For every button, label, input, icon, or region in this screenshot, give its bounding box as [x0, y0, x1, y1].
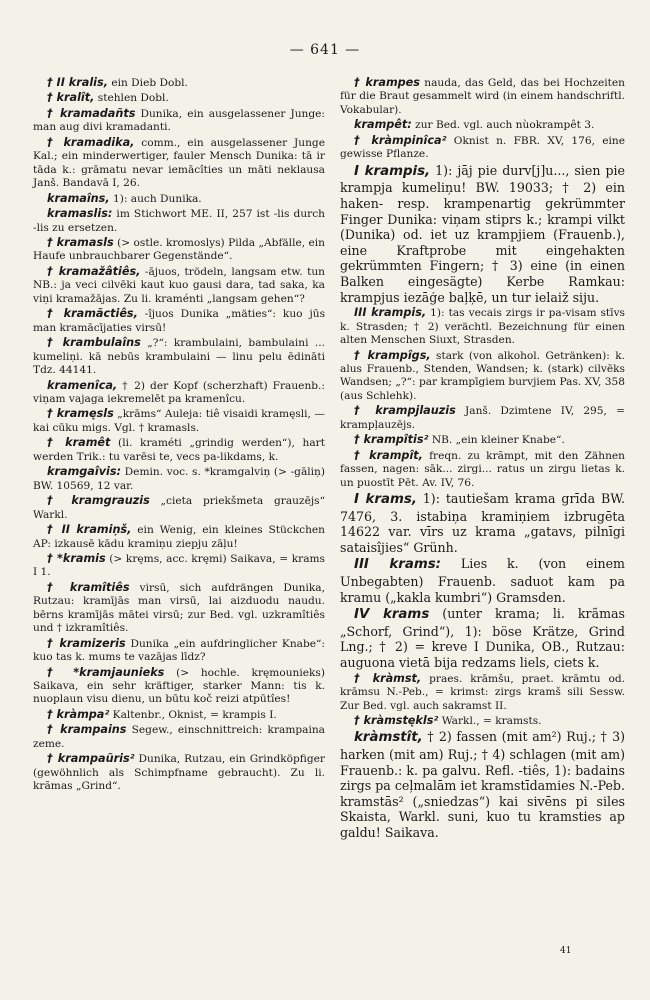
dictionary-entry — [340, 76, 625, 117]
entry-headword: † kramêt — [47, 436, 111, 450]
entry-definition: Kaltenbr., Oknist, = krampis I. — [109, 708, 277, 721]
entry-definition: (> kręms, acc. kręmi) Saikava, = krams I 1. — [33, 552, 325, 579]
dictionary-entry — [340, 672, 625, 713]
dictionary-entry — [340, 729, 625, 840]
dictionary-entry — [33, 236, 325, 264]
entry-headword: I krampis, — [354, 163, 431, 179]
entry-headword: † kràmpinîca² — [354, 133, 447, 147]
dictionary-entry — [33, 91, 325, 105]
dictionary-entry — [33, 379, 325, 407]
entry-definition: ein Wenig, ein kleines Stückchen AP: izkausē kādu kramiņu ziepju zāļu! — [33, 524, 326, 550]
entry-definition: 1): jāj pie durv[j]u..., sien pie krampja kumeliņu! BW. 19033; † 2) ein haken- resp. krampenartig gekrümmter Finger Dunika: viņam stiprs k.; krampi vilkt (Dunika) od. iet uz krampjiem (Frauenb.), eine Kraftprobe mit eingehakten gekrümmten Fingern; † 3) eine (in einen Balken eingesägte) Kerbe Ramkau: krampjus iezāģe baļķē, un tur ielaiž siju. — [340, 162, 625, 305]
entry-headword: † kramizeris — [47, 636, 126, 650]
entry-headword: † kramadika, — [47, 135, 135, 149]
dictionary-entry — [340, 349, 625, 404]
entry-definition: Janš. Dzimtene IV, 295, = krampļauzējs. — [340, 405, 625, 431]
dictionary-entry — [33, 76, 325, 90]
entry-definition: zur Bed. vgl. auch nùokrampêt 3. — [411, 119, 595, 132]
entry-headword: † *kramis — [47, 551, 106, 565]
entry-headword: † krampaũris² — [47, 752, 135, 766]
entry-headword: kramgaîvis: — [47, 465, 122, 479]
entry-definition: -îjuos Dunika „mäties“: kuo jūs man kramācījaties virsū! — [33, 308, 326, 334]
entry-definition: Demin. voc. s. *kramgalviņ (> -gāliņ) BW. 10569, 12 var. — [33, 466, 325, 492]
dictionary-entry — [33, 436, 325, 464]
entry-headword: I krams, — [354, 492, 417, 508]
entry-headword: † krampîgs, — [354, 348, 431, 362]
entry-headword: kramenîca, — [47, 378, 118, 392]
entry-definition: † 2) fassen (mit am²) Ruj.; † 3) harken (mit am) Ruj.; † 4) schlagen (mit am) Frauenb.: k. pa galvu. Refl. -tiês, 1): badains zirgs pa ceļmalām iet kramstīdamies N.-Peb. kramstās² („sniedzas“) kai sivēns pi siles Skaista, Warkl. suni, kuo tu kramsties ap galdu! Saikava. — [340, 729, 625, 841]
entry-definition: -ājuos, trödeln, langsam etw. tun NB.: ja veci cilvēki kaut kuo gausi dara, tad saka, ka viņi kramažājas. Zu li. kraménti „langsam gehen“? — [33, 265, 325, 305]
entry-headword: † II kramiņš, — [47, 523, 132, 537]
dictionary-entry — [340, 163, 625, 305]
dictionary-entry — [33, 465, 325, 493]
dictionary-entry — [33, 136, 325, 191]
entry-headword: III krampis, — [354, 306, 427, 320]
entry-headword: † kramãctiês, — [47, 307, 138, 321]
entry-headword: † krampjlauzis — [354, 404, 456, 418]
entry-headword: † krambulaîns — [47, 336, 141, 350]
dictionary-entry — [33, 494, 325, 522]
entry-headword: kràmstît, — [354, 730, 423, 746]
entry-definition: praes. krāmšu, praet. krāmtu od. krāmsu N.-Peb., = krimst: zirgs kramš sili Sessw. Zur Bed. vgl. auch sakramst II. — [340, 672, 625, 712]
entry-definition: im Stichwort ME. II, 257 ist -lis durch -lis zu ersetzen. — [33, 208, 325, 234]
dictionary-entry — [33, 723, 325, 751]
dictionary-entry — [340, 134, 625, 162]
entry-definition: virsū, sich aufdrängen Dunika, Rutzau: kramījās man virsū, lai aizduodu naudu. bērns kramījās mātei virsū; zur Bed. vgl. uzkramîtiês und † izkramîtiês. — [33, 581, 325, 635]
dictionary-entry — [33, 407, 325, 435]
entry-definition: stark (von alkohol. Getränken): k. alus Frauenb., Stenden, Wandsen; k. (stark) cilvēks Wandsen; „?“: par krampīgiem burvjiem Pas. XV, 358 (aus Schlehk). — [340, 349, 625, 402]
entry-headword: † kràmst, — [354, 671, 422, 685]
entry-definition: Dunika „ein aufdringlicher Knabe“: kuo tas k. mums te vazājas līdz? — [33, 637, 325, 664]
dictionary-entry — [33, 752, 325, 793]
left-column — [33, 76, 325, 795]
entry-definition: (> ostle. kromoslys) Pilda „Abfälle, ein Haufe unbrauchbarer Gegenstände“. — [33, 236, 325, 263]
entry-headword: † II kralis, — [47, 76, 108, 89]
entry-headword: † krampîtis² — [354, 433, 429, 447]
dictionary-entry — [33, 637, 325, 665]
dictionary-entry — [33, 708, 325, 722]
entry-definition: stehlen Dobl. — [94, 92, 169, 105]
dictionary-entry — [340, 433, 625, 447]
dictionary-entry — [33, 107, 325, 135]
entry-definition: Segew., einschnittreich: krampaina zeme. — [33, 724, 325, 750]
page-number: — 641 — — [289, 42, 361, 58]
entry-headword: IV krams — [354, 607, 430, 623]
entry-definition: (unter krama; li. krãmas „Schorf, Grind“), 1): böse Krätze, Grind Lng.; † 2) = kreve I Dunika, OB., Rutzau: auguona vietā bija redzams liels, ciets k. — [340, 606, 625, 670]
entry-definition: Dunika, Rutzau, ein Grindköpfiger (gewöhnlich als Schimpfname gebraucht). Zu li. krãmas „Grind“. — [33, 753, 325, 793]
entry-headword: † kramadañts — [47, 106, 136, 120]
dictionary-entry — [340, 404, 625, 432]
entry-headword: † krampes — [354, 76, 420, 89]
entry-headword: krampêt: — [354, 118, 412, 132]
entry-definition: 1): auch Dunika. — [109, 192, 202, 205]
entry-definition: Lies k. (von einem Unbegabten) Frauenb. saduot kam pa kramu („kakla kumbri“) Gramsden. — [340, 556, 625, 605]
entry-definition: freqn. zu krãmpt, mit den Zähnen fassen, nagen: sāk... zirgi... ratus un zirgu lietas k. un puostīt Pēt. Av. IV, 76. — [340, 449, 625, 489]
printer-signature: 41 — [560, 946, 572, 956]
entry-headword: † kràmstękls² — [354, 713, 439, 727]
entry-headword: † kramgrauzis — [47, 494, 150, 508]
entry-definition: „cieta priekšmeta grauzējs“ Warkl. — [33, 495, 325, 521]
entry-definition: (> hochle. kręmounieks) Saikava, ein sehr kräftiger, starker Mann: tis k. nuoplaun visu dienu, un būtu koč reizi atpūtîes! — [33, 666, 325, 706]
dictionary-entry — [33, 666, 325, 707]
entry-headword: † krampît, — [354, 448, 423, 462]
entry-headword: kramaîns, — [47, 191, 110, 205]
entry-headword: † kramažâtiês, — [47, 264, 141, 278]
dictionary-entry — [33, 207, 325, 235]
dictionary-entry — [33, 307, 325, 335]
dictionary-entry — [340, 606, 625, 670]
entry-definition: (li. kraméti „grindig werden“), hart werden Trik.: tu varēsi te, vecs pa-likdams, k. — [33, 437, 325, 463]
entry-headword: kramaslis: — [47, 207, 113, 221]
dictionary-entry — [340, 491, 625, 555]
entry-headword: † kràmpa² — [47, 707, 110, 721]
dictionary-entry — [33, 192, 325, 206]
right-column — [340, 76, 625, 842]
dictionary-entry — [340, 449, 625, 490]
entry-headword: III krams: — [354, 557, 442, 573]
entry-headword: † kramasls — [47, 235, 114, 249]
dictionary-entry — [340, 556, 625, 605]
entry-definition: comm., ein ausgelassener Junge Kal.; ein minderwertiger, fauler Mensch Dunika: tā ir tāda k.: grāmatu nevar iemācîties un māti neklausa Janš. Bandavā I, 26. — [33, 136, 325, 190]
entry-definition: 1): tas vecais zirgs ir pa-visam stīvs k. Strasden; † 2) verächtl. Bezeichnung für einen alten Menschen Siuxt, Strasden. — [340, 307, 625, 347]
entry-headword: † kramęsls — [47, 407, 114, 421]
entry-headword: † kramîtiês — [47, 580, 130, 594]
dictionary-entry — [33, 581, 325, 636]
entry-definition: NB. „ein kleiner Knabe“. — [428, 434, 565, 447]
entry-headword: † krampains — [47, 723, 127, 737]
entry-definition: Warkl., = kramsts. — [438, 714, 542, 727]
dictionary-entry — [340, 306, 625, 347]
entry-headword: † *kramjaunieks — [47, 665, 165, 679]
entry-headword: † kralît, — [47, 91, 95, 105]
dictionary-entry — [340, 118, 625, 132]
entry-definition: nauda, das Geld, das bei Hochzeiten für die Braut gesammelt wird (in einem handschriftl. Vokabular). — [340, 77, 626, 116]
dictionary-entry — [340, 714, 625, 728]
dictionary-entry — [33, 265, 325, 306]
dictionary-entry — [33, 552, 325, 580]
entry-definition: Dunika, ein ausgelassener Junge: man aug divi kramadanti. — [33, 107, 325, 134]
entry-definition: Oknist n. FBR. XV, 176, eine gewisse Pflanze. — [340, 134, 625, 161]
entry-definition: † 2) der Kopf (scherzhaft) Frauenb.: viņam vajaga iekremelēt pa kramenîcu. — [33, 379, 325, 405]
entry-definition: „krāms“ Auleja: tiê visaidi kramęsli, — kai cūku migs. Vgl. † kramasls. — [33, 408, 325, 434]
entry-definition: ein Dieb Dobl. — [107, 77, 188, 89]
entry-definition: „?“: krambulaini, bambulaini ... kumeliņi. kā nebūs krambulaini — linu pelu ēdināti Tdz. 44141. — [33, 337, 325, 377]
entry-definition: 1): tautiešam krama grīda BW. 7476, 3. istabiņa kramiņiem izbrugēta 14622 var. vīrs uz krama „gatavs, pilnīgi sataisîjies“ Grünh. — [340, 491, 625, 555]
dictionary-entry — [33, 523, 325, 551]
dictionary-entry — [33, 336, 325, 377]
